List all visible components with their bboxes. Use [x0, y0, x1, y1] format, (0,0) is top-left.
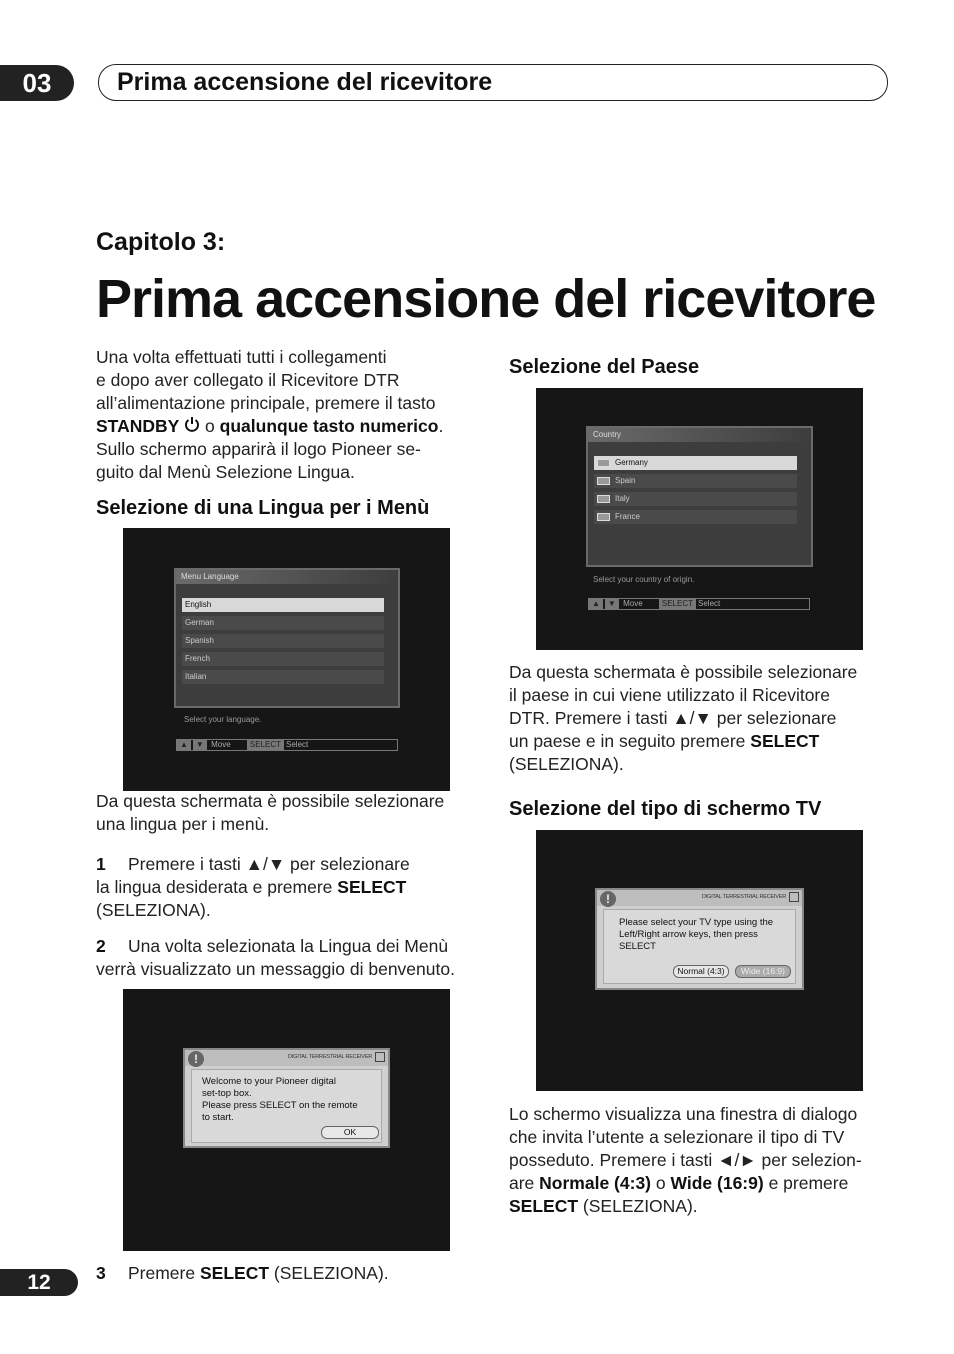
- normal-4-3-button: Normal (4:3): [673, 965, 729, 978]
- dialog-brand: DIGITAL TERRESTRIAL RECEIVER: [288, 1054, 372, 1060]
- flag-icon: [597, 459, 610, 467]
- language-heading: Selezione di una Lingua per i Menù: [96, 497, 430, 519]
- step-2: 2 Una volta selezionata la Lingua dei Menù verrà visualizzato un messaggio di benvenuto.: [96, 936, 455, 979]
- language-description: Da questa schermata è possibile selezionare una lingua per i menù.: [96, 791, 445, 834]
- welcome-dialog: [183, 1048, 390, 1148]
- logo-icon: [789, 892, 799, 902]
- wide-16-9-button: Wide (16:9): [735, 965, 791, 978]
- country-hint: Select your country of origin.: [593, 575, 695, 584]
- language-nav-bar: ▲ ▼ Move SELECT Select: [176, 739, 398, 751]
- language-option: French: [182, 652, 384, 666]
- language-option: English: [182, 598, 384, 612]
- tv-type-heading: Selezione del tipo di schermo TV: [509, 798, 822, 820]
- step-1: 1 Premere i tasti ▲/▼ per selezionare la lingua desiderata e premere SELECT (SELEZIONA).: [96, 854, 410, 920]
- welcome-screenshot: [123, 989, 450, 1251]
- chapter-header-bar: [98, 64, 888, 101]
- country-heading: Selezione del Paese: [509, 356, 700, 378]
- language-hint: Select your language.: [184, 715, 262, 724]
- page-number-badge: 12: [0, 1269, 78, 1296]
- welcome-message: Welcome to your Pioneer digital set-top box. Please press SELECT on the remote to start.: [191, 1069, 382, 1143]
- up-arrow-icon: ▲: [589, 599, 603, 609]
- country-menu-title: Country: [588, 428, 811, 442]
- language-option: Italian: [182, 670, 384, 684]
- tv-type-dialog: [595, 888, 804, 990]
- language-menu-panel: [174, 568, 400, 708]
- down-arrow-icon: ▼: [605, 599, 619, 609]
- country-option: France: [594, 510, 797, 524]
- tv-type-description: Lo schermo visualizza una finestra di dialogo che invita l’utente a selezionare il tipo di TV posseduto. Premere i tasti ◄/► per selezion- are Normale (4:3) o Wide (16:9) e premere SELECT (SELEZIONA).: [509, 1104, 862, 1216]
- chapter-header-title: Prima accensione del ricevitore: [117, 68, 493, 96]
- intro-paragraph: Una volta effettuati tutti i collegamenti e dopo aver collegato il Ricevitore DTR all’alimentazione principale, premere il tasto STANDBY o qualunque tasto numerico. Sullo schermo apparirà il logo Pioneer se- guito dal Menù Selezione Lingua.: [96, 347, 444, 482]
- warning-icon: !: [600, 891, 616, 907]
- page-title: Prima accensione del ricevitore: [96, 269, 876, 329]
- country-option: Spain: [594, 474, 797, 488]
- flag-icon: [597, 513, 610, 521]
- country-description: Da questa schermata è possibile selezionare il paese in cui viene utilizzato il Ricevitore DTR. Premere i tasti ▲/▼ per selezionare un paese e in seguito premere SELECT (SELEZIONA).: [509, 662, 858, 774]
- down-arrow-icon: ▼: [193, 740, 207, 750]
- country-option: Italy: [594, 492, 797, 506]
- language-option: German: [182, 616, 384, 630]
- country-option: Germany: [594, 456, 797, 470]
- power-icon: [184, 416, 200, 433]
- step-3: 3 Premere SELECT (SELEZIONA).: [96, 1263, 389, 1283]
- language-menu-title: Menu Language: [176, 570, 398, 584]
- dialog-brand: DIGITAL TERRESTRIAL RECEIVER: [702, 894, 786, 900]
- language-menu-screenshot: [123, 528, 450, 791]
- warning-icon: !: [188, 1051, 204, 1067]
- chapter-number-badge: 03: [0, 65, 74, 101]
- tv-type-screenshot: [536, 830, 863, 1091]
- up-arrow-icon: ▲: [177, 740, 191, 750]
- flag-icon: [597, 495, 610, 503]
- logo-icon: [375, 1052, 385, 1062]
- flag-icon: [597, 477, 610, 485]
- tv-type-message: Please select your TV type using the Left/Right arrow keys, then press SELECT: [603, 909, 796, 984]
- ok-button: OK: [321, 1126, 379, 1139]
- language-option: Spanish: [182, 634, 384, 648]
- country-nav-bar: ▲ ▼ Move SELECT Select: [588, 598, 810, 610]
- chapter-label: Capitolo 3:: [96, 228, 226, 256]
- country-menu-screenshot: [536, 388, 863, 650]
- country-menu-panel: [586, 426, 813, 567]
